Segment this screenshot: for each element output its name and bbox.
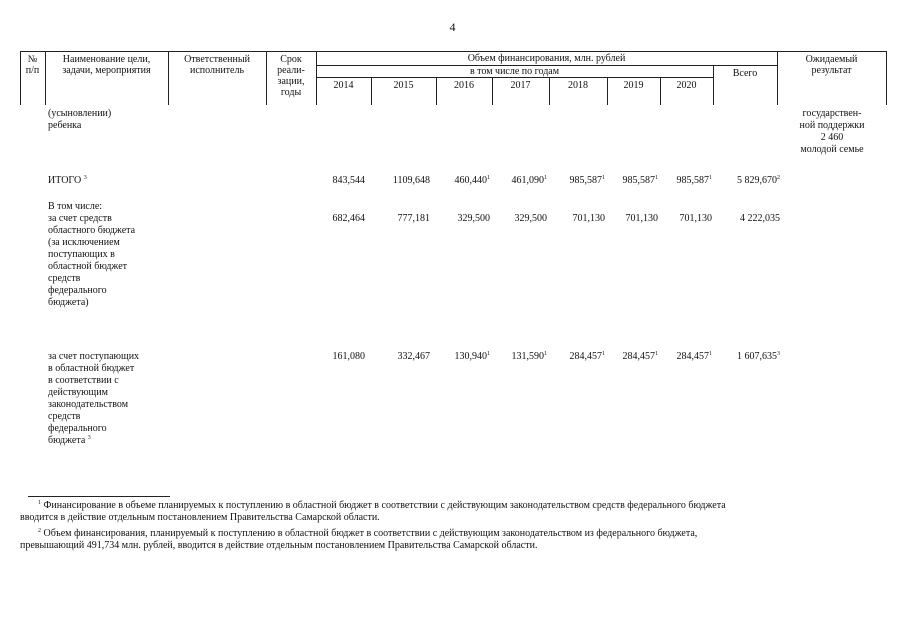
header-year-2014: 2014	[333, 80, 354, 91]
page-number: 4	[449, 20, 456, 34]
footnote-1: $^1$ Финансирование в объеме планируемых к поступлению в областной бюджет в соответствии с действующим законодательством средств федерального бюджета вводится в действие отдельным постановлением Правительства Самарской области.	[20, 500, 726, 523]
table-header	[20, 51, 887, 105]
header-no: № п/п	[25, 54, 40, 76]
federal-2019: 284,457$^1$	[622, 351, 658, 362]
header-result: Ожидаемый результат	[805, 54, 858, 76]
header-year-2015: 2015	[393, 80, 414, 91]
regional-2014: 682,464	[332, 213, 365, 224]
total-2014: 843,544	[332, 175, 365, 186]
regional-row-name: В том числе: за счет средств областного бюджета (за исключением поступающих в областной бюджет средств федерального бюджета)	[48, 201, 136, 308]
federal-row-name: за счет поступающих в областной бюджет в соответствии с действующим законодательством средств федерального бюджета $^3$	[48, 351, 140, 446]
regional-2020: 701,130	[679, 213, 712, 224]
footnote-separator	[28, 496, 170, 497]
regional-2019: 701,130	[625, 213, 658, 224]
header-by-years: в том числе по годам	[469, 66, 560, 77]
header-funding: Объем финансирования, млн. рублей	[467, 53, 626, 64]
regional-2018: 701,130	[572, 213, 605, 224]
federal-2015: 332,467	[397, 351, 430, 362]
header-year-2019: 2019	[623, 80, 644, 91]
rule-under-by-years	[316, 77, 713, 78]
footnote-2: $^2$ Объем финансирования, планируемый к поступлению в областной бюджет в соответствии с действующим законодательством из федерального бюджета, превышающий 491,734 млн. рублей, вводится в действие отдельным постановлением Правительства Самарской области.	[20, 528, 698, 551]
federal-2020: 284,457$^1$	[676, 351, 712, 362]
total-2018: 985,587$^1$	[569, 175, 605, 186]
federal-sum: 1 607,635$^3$	[737, 351, 780, 362]
total-2015: 1109,648	[392, 175, 430, 186]
cont-row-name: (усыновлении) ребенка	[48, 108, 112, 131]
border-right	[886, 52, 887, 105]
header-year-2020: 2020	[676, 80, 697, 91]
total-2017: 461,090$^1$	[511, 175, 547, 186]
federal-2018: 284,457$^1$	[569, 351, 605, 362]
header-year-2017: 2017	[510, 80, 531, 91]
federal-2016: 130,940$^1$	[454, 351, 490, 362]
federal-2017: 131,590$^1$	[511, 351, 547, 362]
regional-2015: 777,181	[397, 213, 430, 224]
total-2016: 460,440$^1$	[454, 175, 490, 186]
header-responsible: Ответственный исполнитель	[184, 54, 250, 76]
total-2020: 985,587$^1$	[676, 175, 712, 186]
regional-2016: 329,500	[457, 213, 490, 224]
header-year-2016: 2016	[454, 80, 474, 91]
header-term: Срок реали- зации, годы	[277, 54, 305, 98]
header-name: Наименование цели, задачи, мероприятия	[62, 54, 151, 76]
cont-row-result: государствен- ной поддержки 2 460 молодой семье	[799, 108, 865, 155]
regional-2017: 329,500	[514, 213, 547, 224]
header-year-2018: 2018	[568, 80, 588, 91]
total-sum: 5 829,670$^2$	[737, 175, 780, 186]
federal-2014: 161,080	[332, 351, 365, 362]
total-row-label: ИТОГО $^3$	[48, 175, 87, 186]
regional-sum: 4 222,035	[740, 213, 780, 224]
total-2019: 985,587$^1$	[622, 175, 658, 186]
header-total: Всего	[732, 68, 758, 79]
